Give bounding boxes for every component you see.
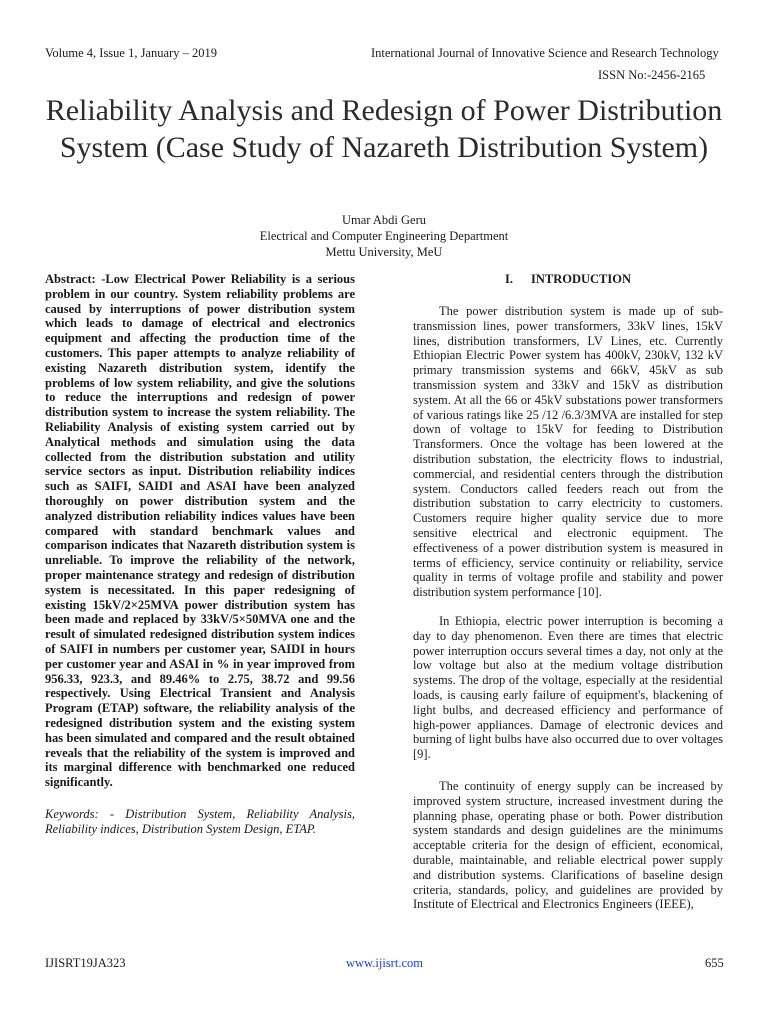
keywords-text: : - Distribution System, Reliability Analysis, Reliability indices, Distribution System Design, ETAP. [45, 807, 355, 836]
intro-paragraph: The power distribution system is made up of sub-transmission lines, power transformers, 33kV lines, 15kV lines, distribution transformers, LV Lines, etc. Currently Ethiopian Electric Power system has 400kV, 230kV, 132 kV primary transmission systems and 66kV, 45kV as sub transmission system and 33kV and 15kV as distribution system. At all the 66 or 45kV substations power transformers of various ratings like 25 /12 /6.3/3MVA are installed for step down of voltage to 15kV for feeding to Distribution Transformers. Once the voltage has been lowered at the distribution substation, the electricity flows to industrial, commercial, and residential centers through the distribution system. Conductors called feeders reach out from the distribution substation to carry electricity to customers. Customers require higher quality service due to more sensitive electrical and electronic equipment. The effectiveness of a power distribution system is measured in terms of efficiency, service continuity or reliability, service quality in terms of voltage profile and stability and power distribution system performance [10]. [413, 304, 723, 600]
footer-paper-id: IJISRT19JA323 [45, 956, 126, 970]
running-header-journal: International Journal of Innovative Science and Research Technology [371, 46, 719, 60]
footer-website-link[interactable]: www.ijisrt.com [346, 956, 423, 970]
intro-paragraph: The continuity of energy supply can be increased by improved system structure, increased investment during the planning phase, operating phase or both. Power distribution system standards and design guidelines are the minimums acceptable criteria for the design of efficient, economical, durable, maintainable, and reliable electrical power supply and distribution systems. Clarifications of baseline design criteria, standards, policy, and guidelines are provided by Institute of Electrical and Electronics Engineers (IEEE), [413, 779, 723, 912]
section-number: I. [504, 272, 513, 286]
paper-title: Reliability Analysis and Redesign of Power Distribution System (Case Study of Nazareth Distribution System) [45, 94, 723, 164]
section-title: INTRODUCTION [530, 272, 631, 286]
abstract: Abstract: -Low Electrical Power Reliability is a serious problem in our country. System reliability problems are caused by interruptions of power distribution system which leads to damage of electrical and electronics equipment and affecting the production time of the customers. This paper attempts to analyze reliability of existing Nazareth distribution system, identify the problems of low system reliability, and give the solutions to reduce the interruptions and redesign of power distribution system to increase the system reliability. The Reliability Analysis of existing system carried out by Analytical methods and simulation using the data collected from the distribution substation and utility service sectors as input. Distribution reliability indices such as SAIFI, SAIDI and ASAI have been analyzed thoroughly on power distribution system and the analyzed distribution reliability indices values have been compared with standard benchmark values and comparison indicates that Nazareth distribution system is unreliable. To improve the reliability of the network, proper maintenance strategy and redesign of distribution system is necessitated. In this paper redesigning of existing 15kV/2×25MVA power distribution system has been made and replaced by 33kV/5×50MVA one and the result of simulated redesigned distribution system indices of SAIFI in numbers per customer year, SAIDI in hours per customer year and ASAI in % in year improved from 956.33, 923.3, and 89.46% to 2.75, 38.72 and 99.56 respectively. Using Electrical Transient and Analysis Program (ETAP) software, the reliability analysis of the redesigned distribution system and the existing system has been simulated and compared and the result obtained reveals that the reliability of the system is improved and its marginal difference with benchmarked one reduced significantly. [45, 272, 355, 790]
issn-label: ISSN No:-2456-2165 [598, 68, 706, 82]
running-header-volume: Volume 4, Issue 1, January – 2019 [45, 46, 217, 60]
author-name: Umar Abdi Geru [341, 213, 426, 227]
author-department: Electrical and Computer Engineering Department [259, 229, 509, 243]
page-number: 655 [705, 956, 724, 970]
keywords-label: Keywords [45, 807, 95, 821]
keywords [45, 807, 355, 837]
intro-paragraph: In Ethiopia, electric power interruption is becoming a day to day phenomenon. Even there are times that electric power interruption occurs several times a day, not only at the low voltage but also at the medium voltage distribution systems. The drop of the voltage, especially at the residential loads, is causing early failure of equipment's, blackening of light bulbs, and decreased efficiency and performance of high-power appliances. Damage of electronic devices and burning of light bulbs have also occurred due to over voltages [9]. [413, 614, 723, 762]
section-heading-introduction [413, 272, 723, 287]
author-university: Mettu University, MeU [325, 245, 443, 259]
